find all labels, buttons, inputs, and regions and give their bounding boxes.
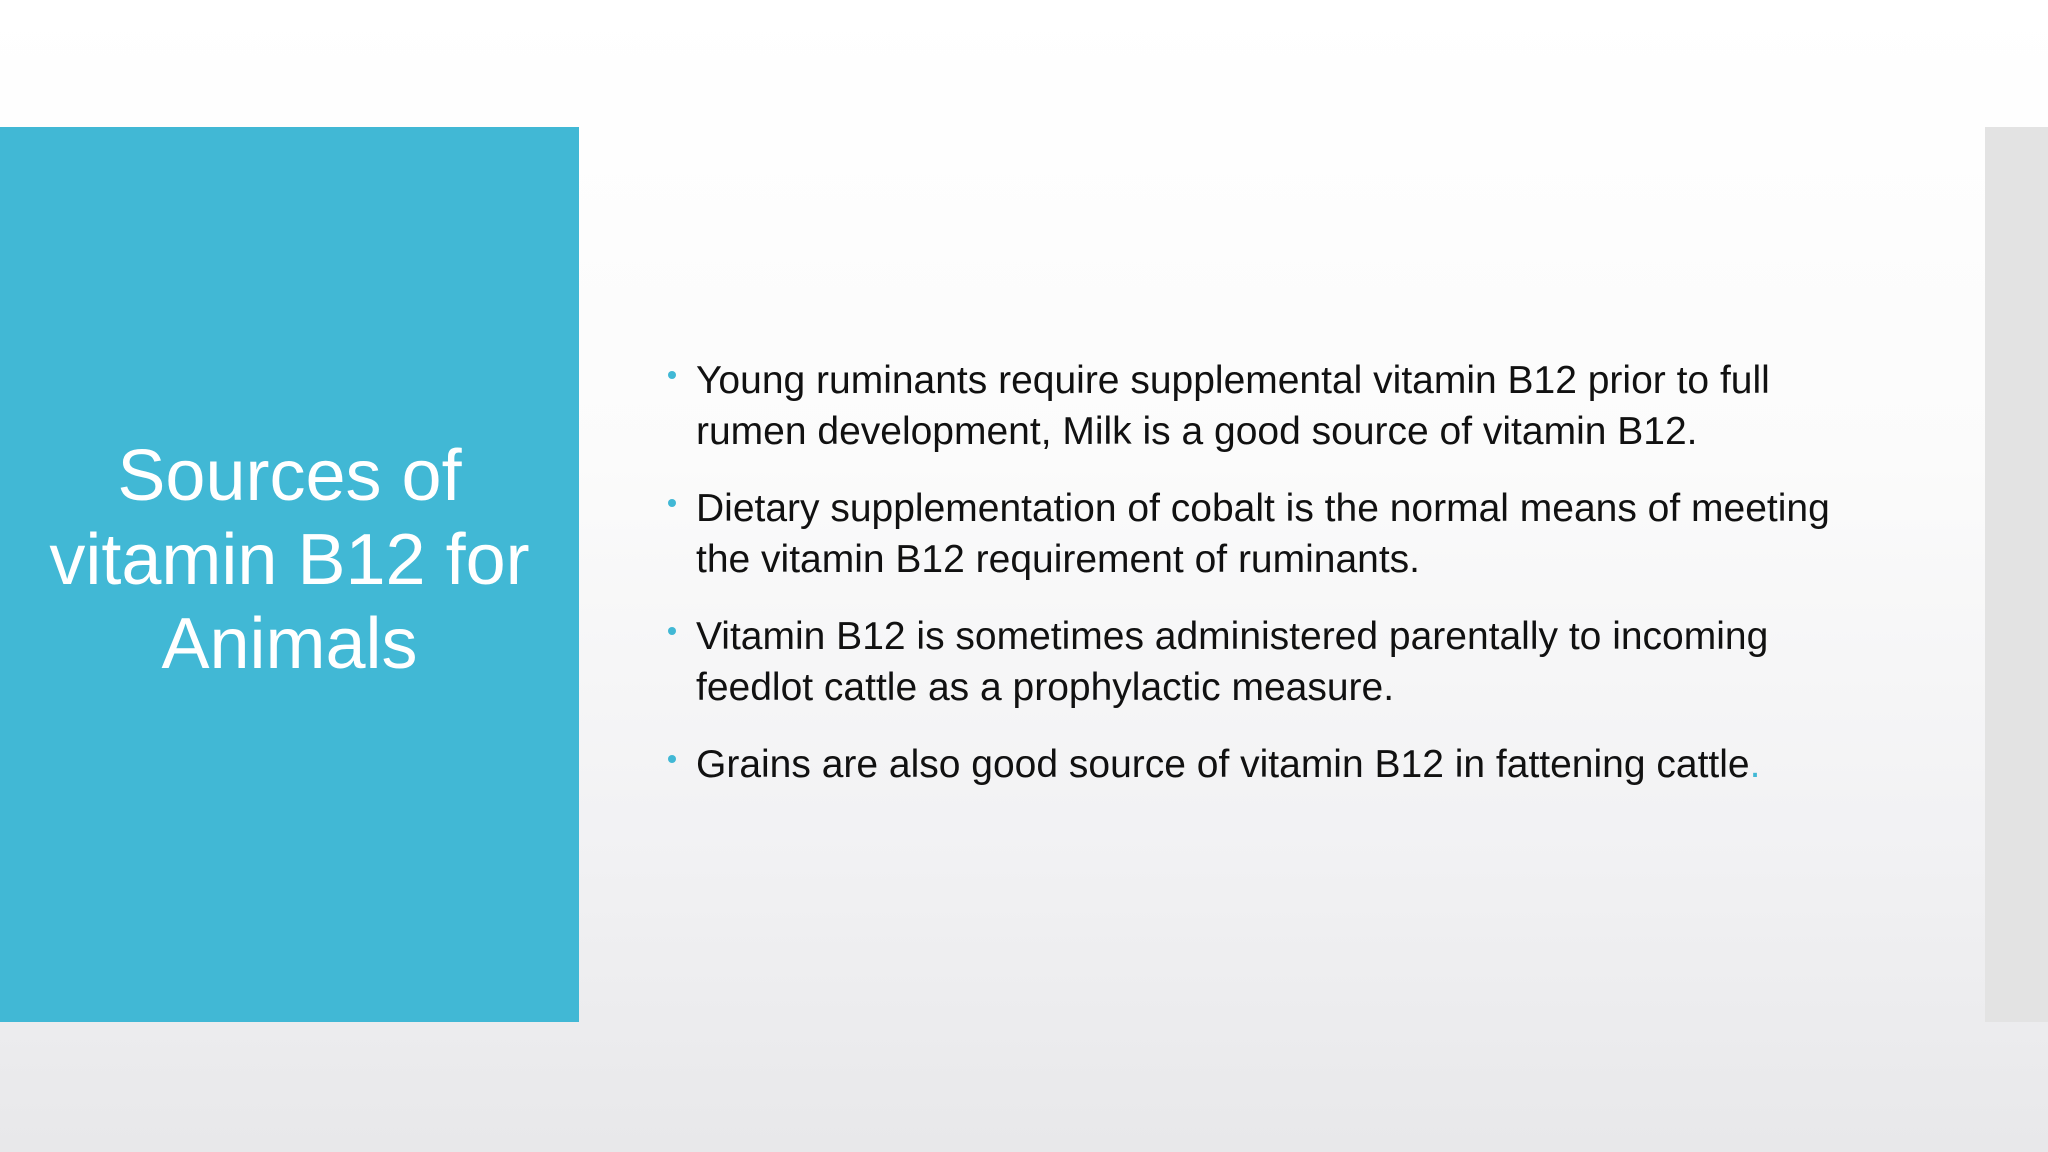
- bullet-text: Young ruminants require supplemental vitamin B12 prior to full rumen development, Milk is a good source of vitamin B12.: [696, 359, 1770, 453]
- bullet-item: [660, 739, 1830, 790]
- bullet-dot-icon: [668, 627, 676, 635]
- bullet-text: Dietary supplementation of cobalt is the normal means of meeting the vitamin B12 requirement of ruminants.: [696, 487, 1830, 581]
- bullet-dot-icon: [668, 499, 676, 507]
- bullet-item: [660, 611, 1830, 713]
- bullet-list: [660, 355, 1830, 790]
- bullet-dot-icon: [668, 371, 676, 379]
- slide-title: Sources of vitamin B12 for Animals: [49, 435, 530, 684]
- bullet-text: Vitamin B12 is sometimes administered parentally to incoming feedlot cattle as a prophylactic measure.: [696, 615, 1769, 709]
- bullet-trailing-period: .: [1749, 743, 1761, 786]
- bullet-dot-icon: [668, 755, 676, 763]
- bullet-item: [660, 355, 1830, 457]
- title-panel: [0, 127, 579, 1022]
- bullet-text: Grains are also good source of vitamin B12 in fattening cattle: [696, 743, 1750, 786]
- bullet-item: [660, 483, 1830, 585]
- slide-content: [660, 355, 1830, 816]
- right-accent-bar: [1985, 127, 2048, 1022]
